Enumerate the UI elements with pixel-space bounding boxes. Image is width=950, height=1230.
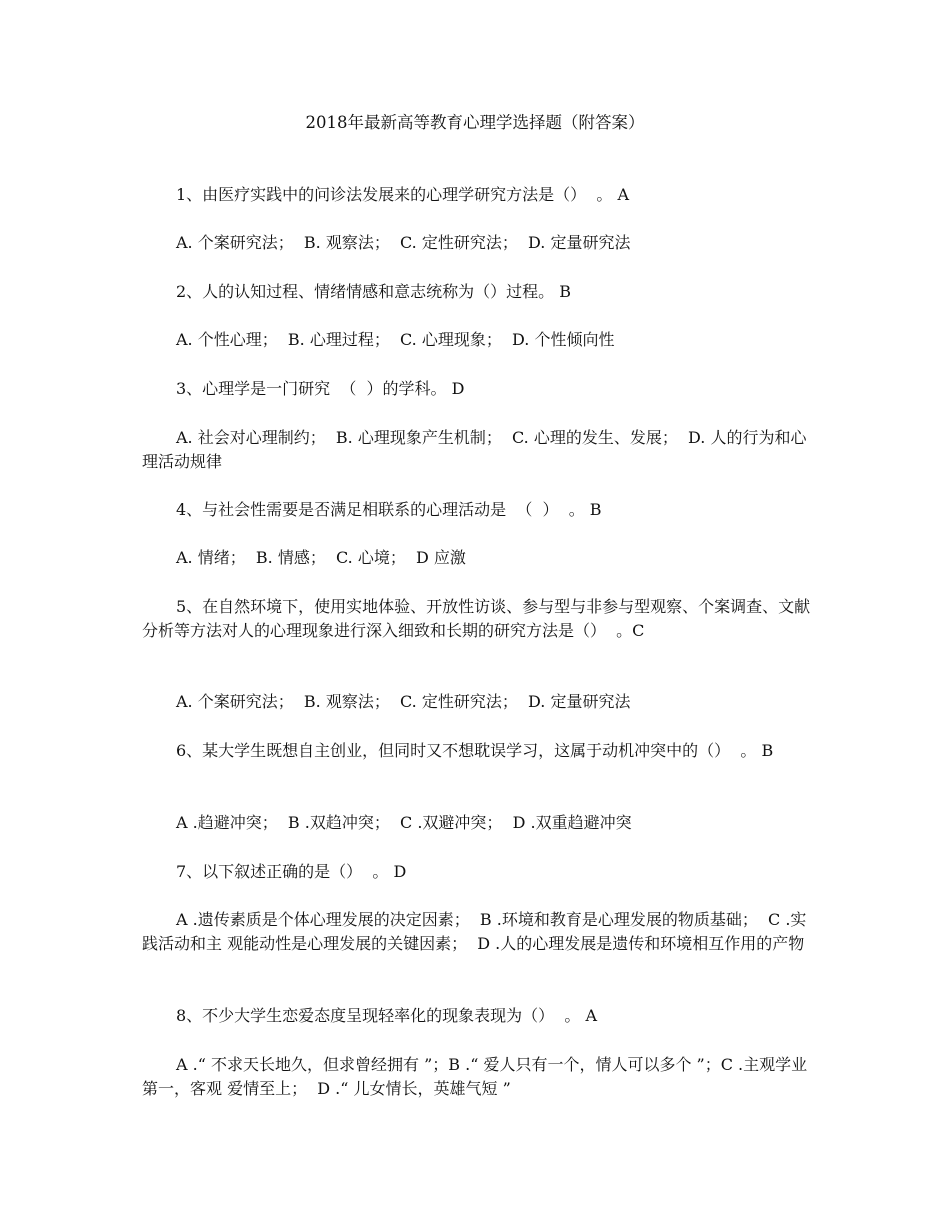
options-8: A .“ 不求天长地久，但求曾经拥有 ”；B .“ 爱人只有一个，情人可以多个 ”；C .主观学业第一，客观 爱情至上； D .“ 儿女情长，英雄气短 ” bbox=[142, 1055, 808, 1098]
options-3: A. 社会对心理制约； B. 心理现象产生机制； C. 心理的发生、发展； D. 人的行为和心理活动规律 bbox=[142, 428, 807, 471]
options-5: A. 个案研究法； B. 观察法； C. 定性研究法； D. 定量研究法 bbox=[176, 692, 631, 711]
options-7: A .遗传素质是个体心理发展的决定因素； B .环境和教育是心理发展的物质基础； C .实践活动和主 观能动性是心理发展的关键因素； D .人的心理发展是遗传和环境相互作用的产物 bbox=[142, 910, 807, 953]
question-3: 3、心理学是一门研究 （ ）的学科。 D bbox=[176, 379, 465, 398]
question-6: 6、某大学生既想自主创业，但同时又不想耽误学习，这属于动机冲突中的（） 。 B bbox=[176, 741, 774, 760]
options-6: A .趋避冲突； B .双趋冲突； C .双避冲突； D .双重趋避冲突 bbox=[176, 813, 632, 832]
document-title: 2018年最新高等教育心理学选择题（附答案） bbox=[305, 113, 645, 132]
question-4: 4、与社会性需要是否满足相联系的心理活动是 （ ） 。 B bbox=[176, 500, 602, 519]
options-4: A. 情绪； B. 情感； C. 心境； D 应激 bbox=[176, 548, 466, 567]
options-1: A. 个案研究法； B. 观察法； C. 定性研究法； D. 定量研究法 bbox=[176, 233, 631, 252]
question-8: 8、不少大学生恋爱态度呈现轻率化的现象表现为（） 。 A bbox=[176, 1006, 597, 1025]
question-7: 7、以下叙述正确的是（） 。 D bbox=[176, 862, 407, 881]
question-1: 1、由医疗实践中的问诊法发展来的心理学研究方法是（） 。 A bbox=[176, 185, 629, 204]
options-2: A. 个性心理； B. 心理过程； C. 心理现象； D. 个性倾向性 bbox=[176, 330, 615, 349]
question-5: 5、在自然环境下，使用实地体验、开放性访谈、参与型与非参与型观察、个案调查、文献分析等方法对人的心理现象进行深入细致和长期的研究方法是（） 。C bbox=[142, 597, 811, 640]
question-2: 2、人的认知过程、情绪情感和意志统称为（）过程。 B bbox=[176, 282, 572, 301]
